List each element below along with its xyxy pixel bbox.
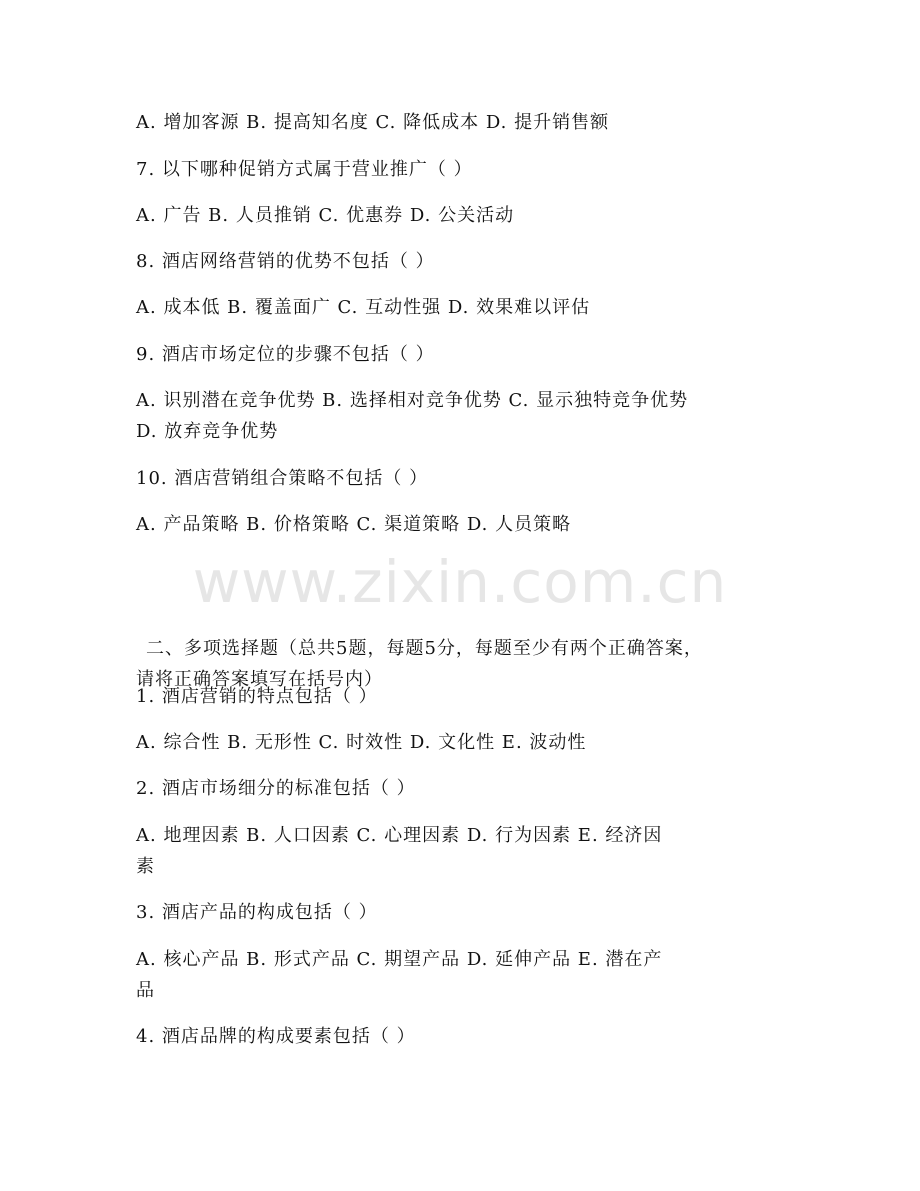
mc2-question: 2. 酒店市场细分的标准包括（ ） xyxy=(136,778,416,799)
q6-options: A. 增加客源 B. 提高知名度 C. 降低成本 D. 提升销售额 xyxy=(136,112,610,133)
mc1-options: A. 综合性 B. 无形性 C. 时效性 D. 文化性 E. 波动性 xyxy=(136,732,587,753)
mc4-question: 4. 酒店品牌的构成要素包括（ ） xyxy=(136,1026,416,1047)
mc3-options-line2: 品 xyxy=(136,980,155,1001)
mc3-options-line1: A. 核心产品 B. 形式产品 C. 期望产品 D. 延伸产品 E. 潜在产 xyxy=(136,949,663,970)
q9-question: 9. 酒店市场定位的步骤不包括（ ） xyxy=(136,344,435,365)
q8-question: 8. 酒店网络营销的优势不包括（ ） xyxy=(136,251,435,272)
mc2-options-line2: 素 xyxy=(136,856,155,877)
q8-options: A. 成本低 B. 覆盖面广 C. 互动性强 D. 效果难以评估 xyxy=(136,297,591,318)
q10-question: 10. 酒店营销组合策略不包括（ ） xyxy=(136,468,429,489)
q10-options: A. 产品策略 B. 价格策略 C. 渠道策略 D. 人员策略 xyxy=(136,514,572,535)
mc1-question: 1. 酒店营销的特点包括（ ） xyxy=(136,686,378,707)
watermark: www.zixin.com.cn xyxy=(192,548,728,616)
q7-options: A. 广告 B. 人员推销 C. 优惠券 D. 公关活动 xyxy=(136,205,515,226)
q9-options-line1: A. 识别潜在竞争优势 B. 选择相对竞争优势 C. 显示独特竞争优势 xyxy=(136,390,689,411)
q9-options-line2: D. 放弃竞争优势 xyxy=(136,421,279,442)
section-heading-line1: 二、多项选择题（总共5题，每题5分，每题至少有两个正确答案， xyxy=(146,638,703,659)
mc2-options-line1: A. 地理因素 B. 人口因素 C. 心理因素 D. 行为因素 E. 经济因 xyxy=(136,825,663,846)
section-heading-line2: 请将正确答案填写在括号内） xyxy=(136,669,383,690)
mc3-question: 3. 酒店产品的构成包括（ ） xyxy=(136,902,378,923)
q7-question: 7. 以下哪种促销方式属于营业推广（ ） xyxy=(136,159,473,180)
